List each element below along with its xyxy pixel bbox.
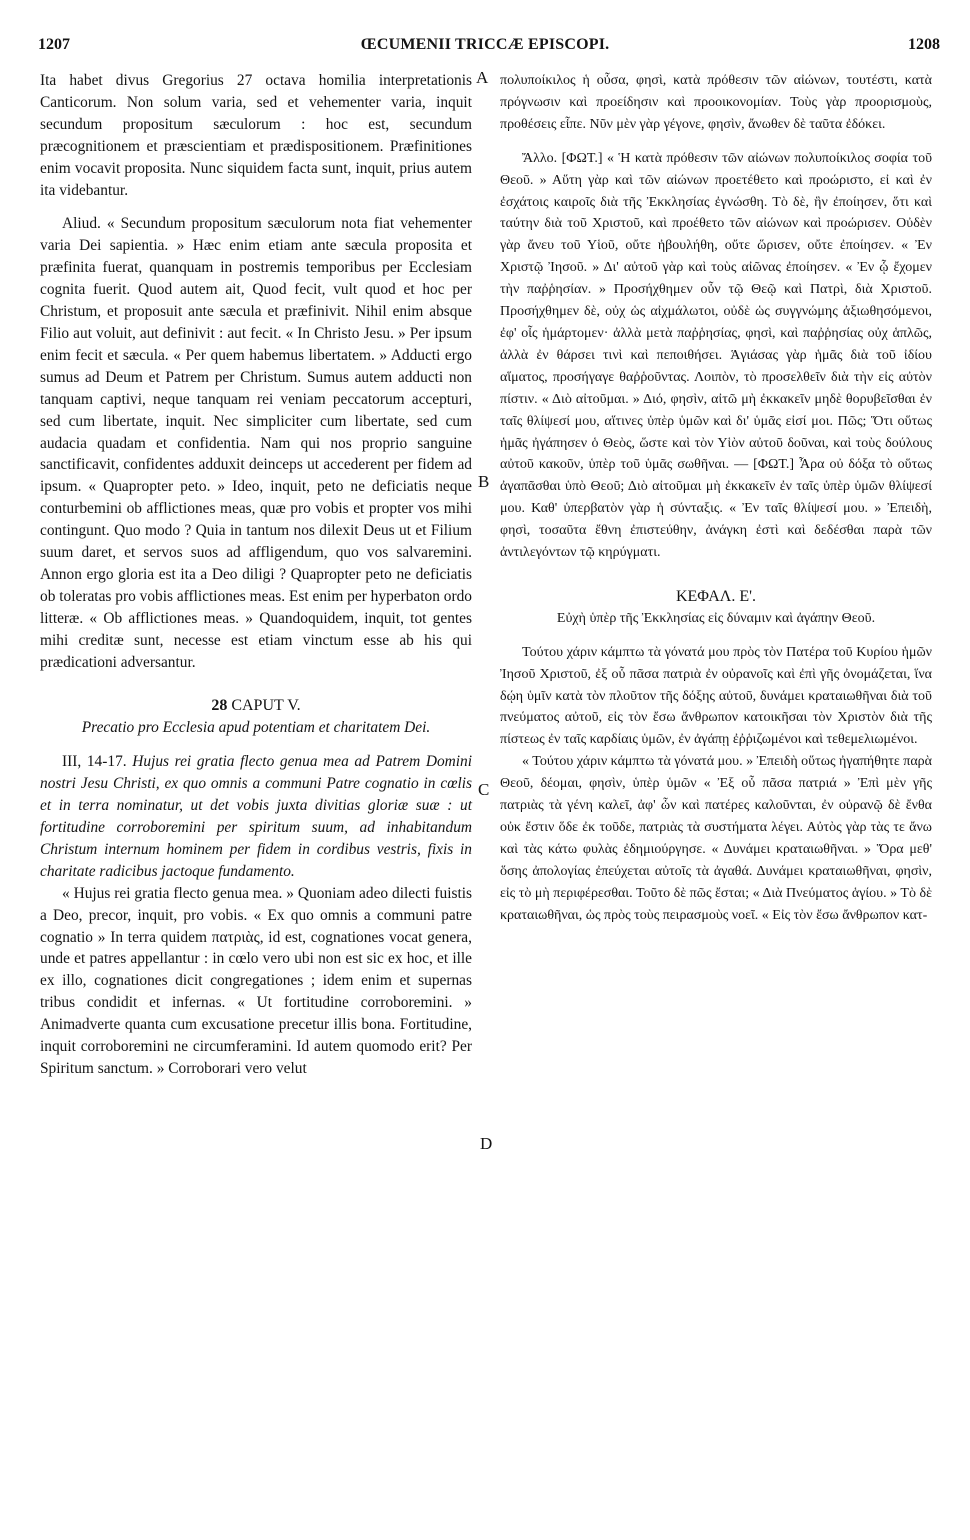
latin-chapter-label: CAPUT V. [231, 697, 301, 715]
page-header [30, 36, 940, 62]
latin-verse-reference: III, 14-17. [62, 753, 127, 771]
latin-scripture-verse [40, 751, 472, 882]
latin-aliud-paragraph: Aliud. « Secundum propositum sæculorum nota fiat vehementer varia Dei sapientia. » Hæc enim etiam ante sæcula proposita et præfinita fuerat, quanquam in postremis temporibus per Ecclesiam cognita fuerit. Quod autem ait, Quod fecit, vult quod et hoc per Christum, et proposuit ante sæcula et præfinivit. Nihil enim absque Filio aut voluit, aut definivit : aut fecit. « In Christo Jesu. » Per ipsum enim fecit et sæcula. « Per quem habemus libertatem. » Adducti ergo sumus ad Deum et Patrem per Christum. Sumus autem adducti non tanquam captivi, neque tanquam rei veniam peccatorum accepturi, sed cum libertate, inquit. Nec simpliciter cum libertate, sed cum audacia quadam et confidentia. Nam qui nos proprio sanguine sanctificavit, confidentes adduxit deinceps ut accederent per fidem ad ipsum. « Quapropter peto. » Ideo, inquit, peto ne deficiatis neque conturbemini ob afflictiones meas, quæ pro vobis et propter vos mihi contingunt. Quo modo ? Quia in tantum nos dilexit Deus ut et Filium suum daret, et servos suos ad affligendum, quo vos salvaremini. Annon ergo gloria est ita a Deo diligi ? Quapropter peto ne deficiatis ob toleratas pro vobis afflictiones meas. Est enim per hyperbaton ordo litteræ. « Ob afflictiones meas. » Quandoquidem, inquit, tot gentes mihi creditæ sunt, necesse est etiam vinctum esse ab his qui prædicationi adversantur. [40, 215, 472, 671]
greek-commentary: « Τούτου χάριν κάμπτω τὰ γόνατά μου. » Ἐπειδὴ οὕτως ἠγαπήθητε παρὰ Θεοῦ, δέομαι, φησὶν, ὑπὲρ ὑμῶν « Ἐξ οὗ πᾶσα πατριά » Ἐπὶ μὲν γῆς πατριὰς τὰ γένη καλεῖ, ἀφ' ὧν καὶ πατέρες καλοῦνται, ἐν οὐρανῷ δὲ ἔνθα οὐκ ἔστιν ὅδε ἐκ τοῦδε, πατριὰς τὰ συστήματα λέγει. Αὐτὸς γὰρ τὰς τε ἄνω καὶ τὰς κάτω φυλὰς ἐδημιούργησε. « Δυνάμει κραταιωθῆναι. » Ὅρα μεθ' ὅσης ἀπολογίας ἐπεύχεται αὐτοῖς τὰ ἀγαθά. Δυνάμει κραταιωθῆναι, φησὶν, εἰς τὸ μὴ περιφέρεσθαι. Τοῦτο δὲ πῶς ἔσται; « Διὰ Πνεύματος ἁγίου. » Τὸ δὲ κραταιωθῆναι, ὡς πρὸς τοὺς πειρασμοὺς νοεῖ. « Εἰς τὸν ἔσω ἄνθρωπον κατ- [500, 754, 932, 923]
greek-allo-paragraph: Ἄλλο. [ΦΩΤ.] « Ἡ κατὰ πρόθεσιν τῶν αἰώνων πολυποίκιλος σοφία τοῦ Θεοῦ. » Αὕτη γὰρ καὶ τῶν αἰώνων προετέθετο καὶ προώριστο, εἰ καὶ ἐν ἐσχάτοις καιροῖς διὰ τῆς Ἐκκλησίας ἐγνώσθη. Τὸ δὲ, ἣν ἐποίησεν, ὅτι καὶ ταύτην διὰ τοῦ Χριστοῦ, καὶ προέθετο τῶν αἰώνων καὶ προώρισεν. Οὐδὲν γὰρ ἄνευ τοῦ Υἱοῦ, οὔτε ἠβουλήθη, οὔτε ὥρισεν, οὔτε ἐποίησεν. « Ἐν Χριστῷ Ἰησοῦ. » Δι' αὐτοῦ γὰρ καὶ τοὺς αἰῶνας ἐποίησεν. « Ἐν ᾧ ἔχομεν τὴν παῤῥησίαν. » Προσήχθημεν οὖν τῷ Θεῷ καὶ Πατρὶ, διὰ Χριστοῦ. Προσήχθημεν δὲ, οὐχ ὡς αἰχμάλωτοι, οὐδὲ ὡς συγγνώμης ἀξιωθησόμενοι, ἐφ' οἷς ἡμάρτομεν· ἀλλὰ μετὰ παῤῥησίας, φησὶ, καὶ παῤῥησίας οὐχ ἁπλῶς, ἀλλὰ ἐν θάρσει τινὶ καὶ πεποιθήσει. Ἁγιάσας γὰρ ἡμᾶς διὰ τοῦ ἰδίου αἵματος, προσήγαγε θαῤῥοῦντας. Λοιπὸν, τὸ προσελθεῖν διὰ τὴν εἰς αὐτὸν πίστιν. « Διὸ αἰτοῦμαι. » Διό, φησὶν, αἰτῶ μὴ ἐκκακεῖν μηδὲ θορυβεῖσθαι ἐν ταῖς θλίψεσί μου, αἵτινες ὑπὲρ ὑμῶν καὶ δι' ὑμᾶς εἰσί μοι. Πῶς; Ὅτι οὕτως ἡμᾶς ἠγάπησεν ὁ Θεὸς, ὥστε καὶ τὸν Υἱὸν αὐτοῦ δοῦναι, καὶ τοὺς δούλους αὐτοῦ κακοῦν, ὑπὲρ τοῦ ὑμᾶς σωθῆναι. — [ΦΩΤ.] Ἆρα οὐ δόξα τὸ οὕτως ἀγαπᾶσθαι ὑπὸ Θεοῦ; Διὸ αἰτοῦμαι μὴ ἐκκακεῖν ἐν ταῖς ὑπὲρ ὑμῶν θλίψεσί μου. Καθ' ὑπερβατὸν γὰρ ἡ σύνταξις. « Ἐν ταῖς θλίψεσί μου. » Ἐπειδὴ, φησὶ, τοσαῦτα ἔθνη ἐπιστεύθην, ἀνάγκη ἐστὶ καὶ δεδέσθαι παρὰ τῶν ἀντιλεγόντων τῷ κηρύγματι. [500, 150, 932, 561]
margin-letter-c: C [478, 780, 490, 799]
running-title: ŒCUMENII TRICCÆ EPISCOPI. [360, 36, 610, 53]
right-column-number: 1208 [908, 36, 940, 53]
greek-scripture-verse: Τούτου χάριν κάμπτω τὰ γόνατά μου πρὸς τὸν Πατέρα τοῦ Κυρίου ἡμῶν Ἰησοῦ Χριστοῦ, ἐξ οὗ πᾶσα πατριὰ ἐν οὐρανοῖς καὶ ἐπὶ γῆς ὀνομάζεται, ἵνα δῴη ὑμῖν κατὰ τὸν πλοῦτον τῆς δόξης αὐτοῦ, δυνάμει κραταιωθῆναι διὰ τοῦ πνεύματος αὐτοῦ, εἰς τὸν ἔσω ἄνθρωπον κατοικῆσαι τὸν Χριστὸν διὰ τῆς πίστεως ἐν ταῖς καρδίαις ὑμῶν, ἐν ἀγάπῃ ἐῤῥιζωμένοι καὶ τεθεμελιωμένοι. [500, 644, 932, 748]
latin-chapter-heading [40, 695, 472, 717]
latin-chapter-subtitle: Precatio pro Ecclesia apud potentiam et charitatem Dei. [81, 719, 431, 737]
latin-column [40, 70, 472, 1080]
margin-letter-b: B [478, 472, 490, 491]
latin-verse-text: Hujus rei gratia flecto genua mea ad Patrem Domini nostri Jesu Christi, ex quo omnis a communi Patre cognatio in cœlis et in terra nominatur, ut det vobis juxta divitias gloriæ suæ : ut fortitudine corroboremini per spiritum suum, ad inhabitandum Christum internum hominem per fidem in cordibus vestris, fixis in charitate radicibus jactoque fundamento. [40, 753, 472, 880]
latin-commentary: « Hujus rei gratia flecto genua mea. » Quoniam adeo dilecti fuistis a Deo, precor, inquit, pro vobis. « Ex quo omnis a communi patre cognatio » In terra quidem πατριὰς, id est, cognationes vocat genera, unde et patres appellantur : in cœlo vero ubi non est sic ex hoc, et ille ex illo, cognationes dicit congregationes ; idem enim et supernas tribus condidit et infernas. « Ut fortitudine corroboremini. » Animadverte quanta cum excusatione precetur illis bona. Fortitudine, inquit corroboremini ne circumferamini. Id autem quomodo erit? Per Spiritum sanctum. » Corroborari vero velut [40, 884, 472, 1077]
latin-top-paragraph: Ita habet divus Gregorius 27 octava homilia interpretationis Canticorum. Non solum varia, sed et vehementer varia, inquit secundum propositum sæculorum : hoc est, secundum præcognitionem et præscientiam et prædispositionem. Præfinitiones enim vocavit proposita. Nunc siquidem facta sunt, inquit, prius autem ita videbantur. [40, 72, 472, 199]
greek-top-paragraph: πολυποίκιλος ἡ οὖσα, φησὶ, κατὰ πρόθεσιν τῶν αἰώνων, τουτέστι, κατὰ πρόγνωσιν καὶ προείδησιν καὶ προοικονομίαν. Τοὺς γὰρ προορισμοὺς, προθέσεις εἶπε. Νῦν μὲν γὰρ γέγονε, φησὶν, ἄνωθεν δὲ ταῦτα ἐδόκει. [500, 73, 932, 132]
greek-column [500, 70, 932, 927]
margin-letter-a: A [476, 68, 489, 87]
latin-chapter-number: 28 [211, 697, 228, 715]
greek-chapter-heading: ΚΕΦΑΛ. Ε'. [675, 587, 757, 605]
greek-chapter-subtitle: Εὐχὴ ὑπὲρ τῆς Ἐκκλησίας εἰς δύναμιν καὶ ἀγάπην Θεοῦ. [556, 610, 876, 626]
left-column-number: 1207 [38, 36, 70, 53]
margin-letter-d: D [480, 1134, 493, 1153]
